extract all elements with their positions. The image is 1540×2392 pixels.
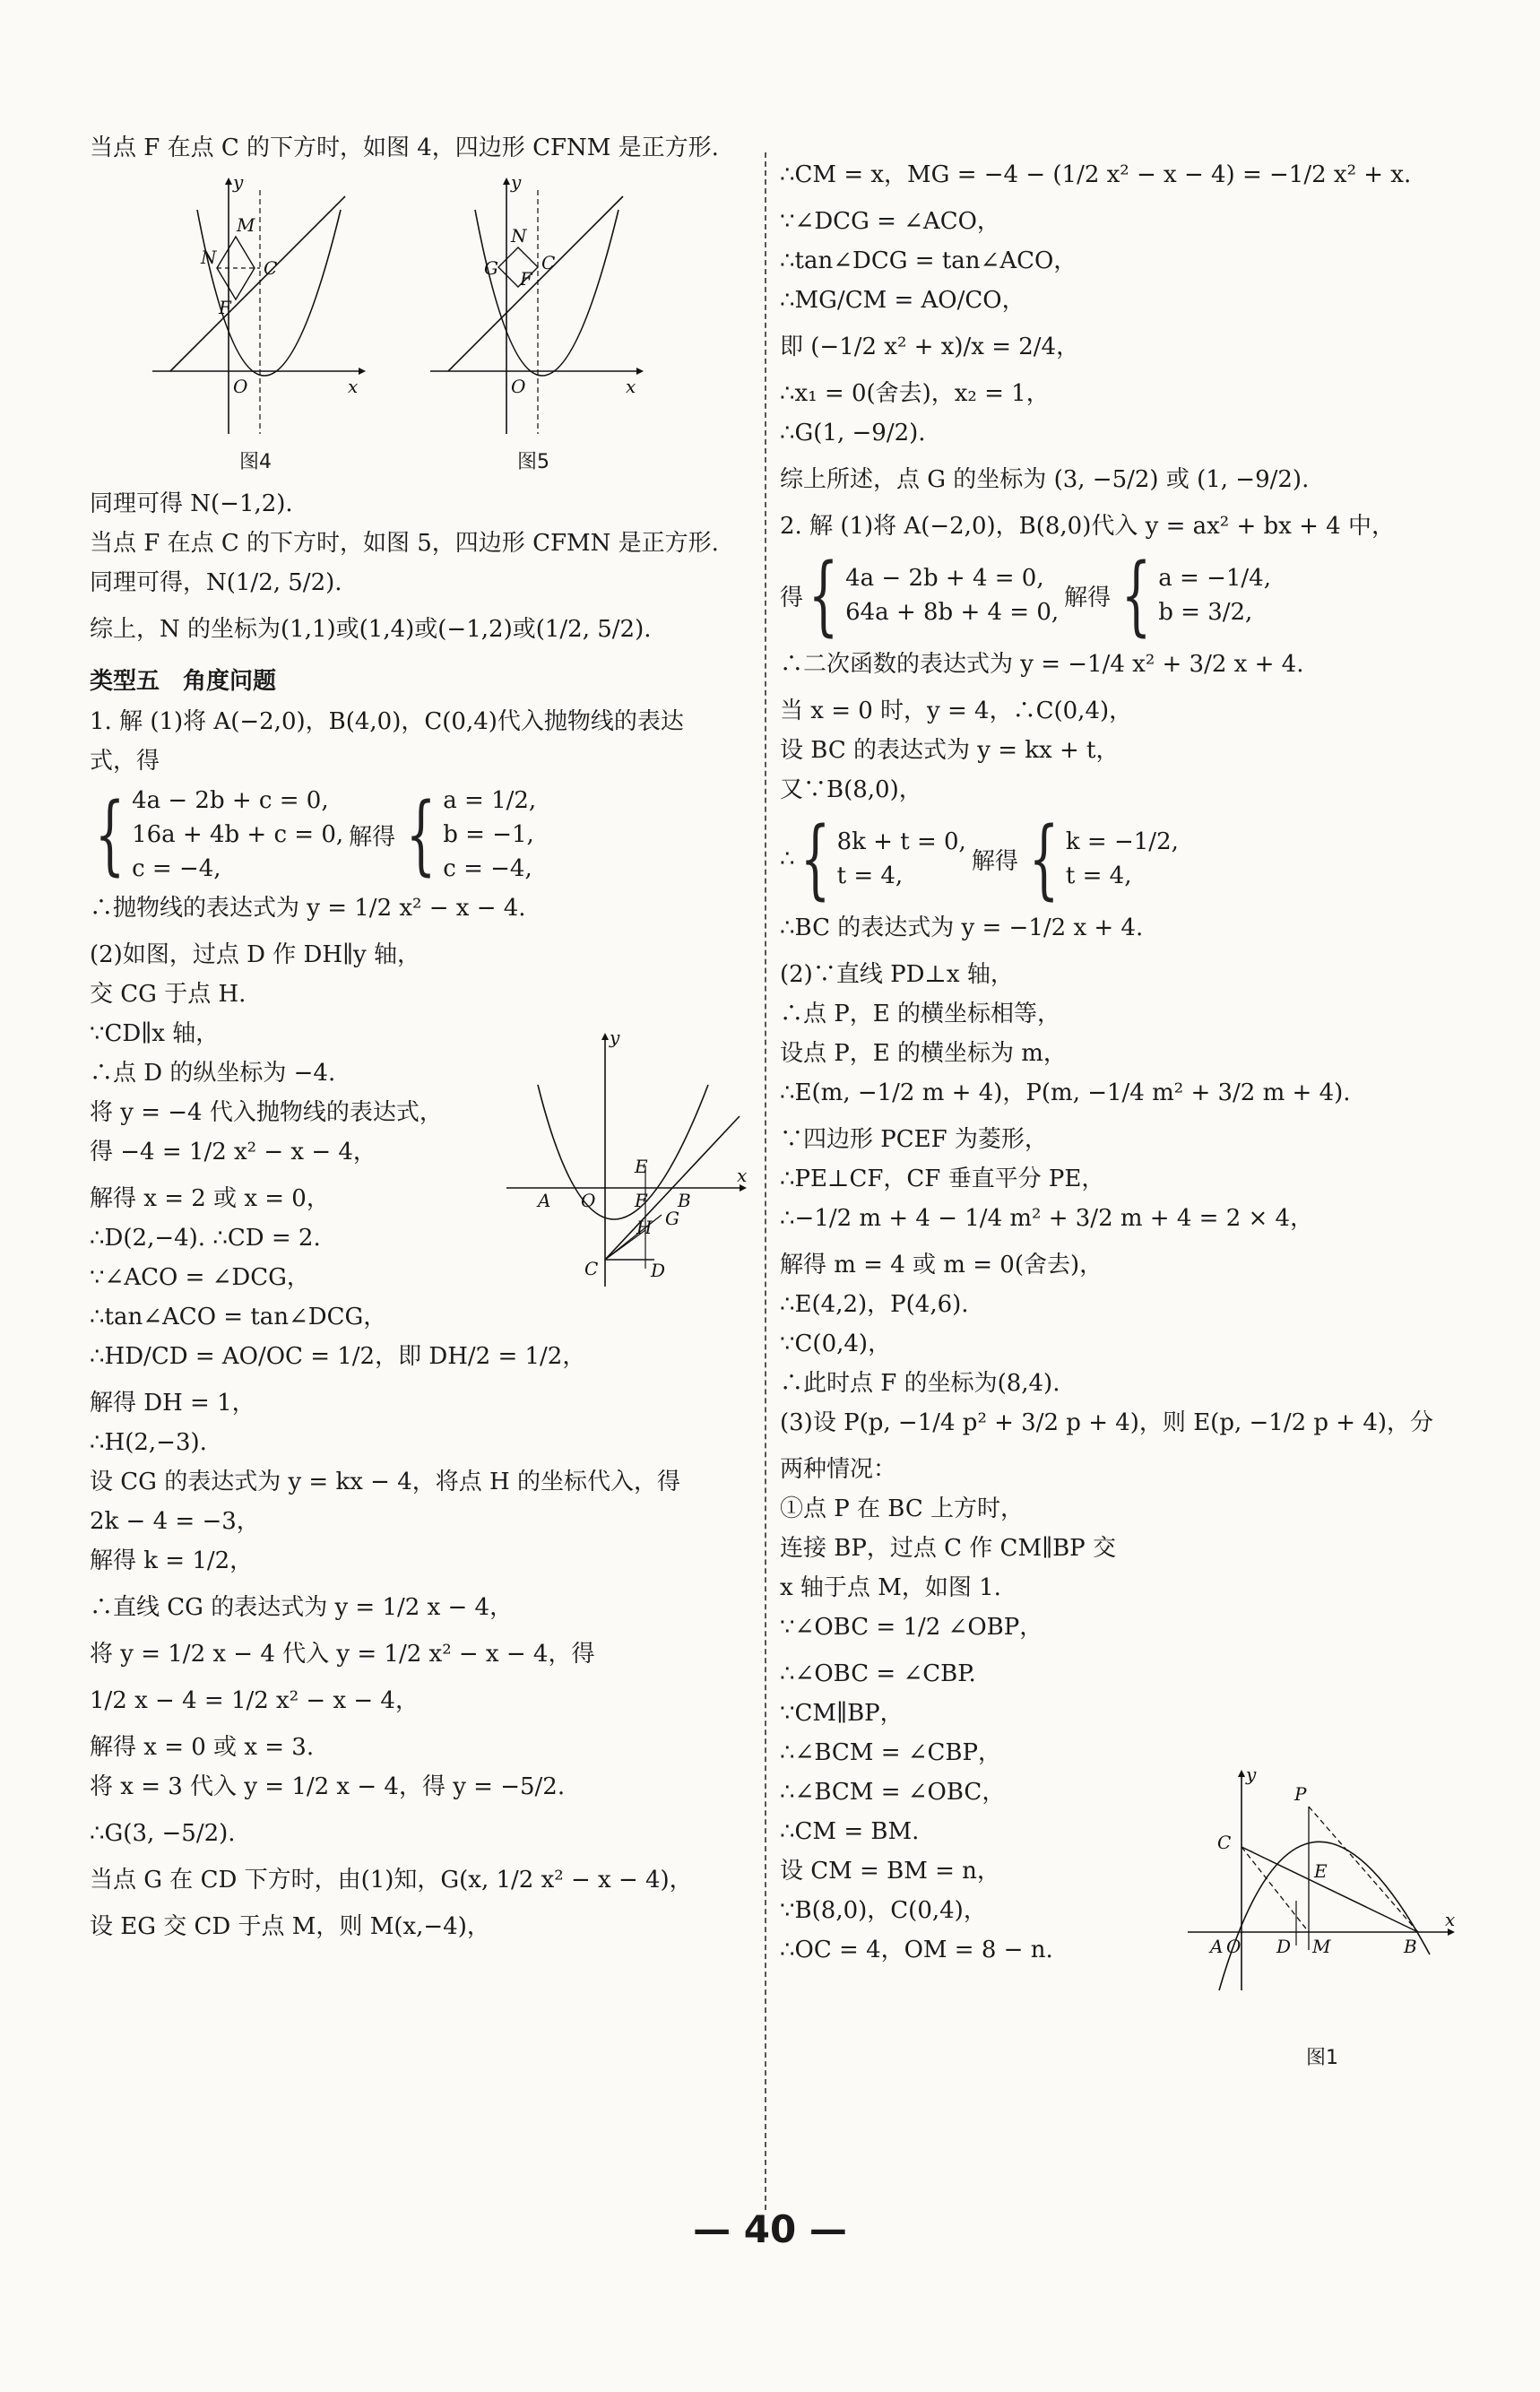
text-line: 式，得 [90,748,160,775]
text-line: ∵∠OBC = 1/2 ∠OBP， [780,1614,1043,1641]
equation: 4a − 2b + 4 = 0, [845,565,1044,592]
figure-caption: 图1 [1306,2047,1338,2069]
text-line: 2k − 4 = −3， [90,1508,260,1535]
axis-label-y: y [610,1031,620,1048]
text-line: ∴点 P，E 的横坐标相等， [780,1001,1061,1027]
text-line: 当点 G 在 CD 下方时，由(1)知，G(x, 1/2 x² − x − 4)， [90,1867,693,1894]
text-line: 设 CM = BM = n， [780,1858,1000,1885]
brace: { [405,784,437,885]
point-label-a: A [1210,1936,1224,1957]
point-label-c: C [584,1258,599,1279]
section-heading: 类型五 角度问题 [90,668,277,695]
text-line: ∴G(3, −5/2). [90,1820,236,1847]
solution: t = 4, [1065,862,1132,889]
point-label-c: C [1217,1832,1232,1853]
text-line: ∴CM = x，MG = −4 − (1/2 x² − x − 4) = −1/2 x² + x. [780,161,1412,188]
point-label-o: O [581,1190,596,1211]
axis-label-x: x [626,376,636,397]
equation: 8k + t = 0, [836,828,966,855]
equation-system [780,809,1461,909]
text-line: 将 y = 1/2 x − 4 代入 y = 1/2 x² − x − 4，得 [90,1641,595,1668]
point-label-f: F [635,1190,647,1211]
axis-label-x: x [348,376,359,397]
point-label-c: C [264,257,278,279]
point-label-o: O [233,376,248,397]
text-line: ∵∠ACO = ∠DCG， [90,1264,310,1291]
point-label-b: B [1404,1936,1417,1957]
text-line: 解得 DH = 1， [90,1390,255,1417]
solution: c = −4, [443,855,532,882]
point-label-g: G [665,1208,679,1229]
solution: a = 1/2, [443,787,537,814]
text-line: ∴D(2,−4). ∴CD = 2. [90,1225,321,1252]
point-label-f: F [219,297,231,318]
brace: { [94,784,125,885]
text-line: 解得 x = 2 或 x = 0， [90,1185,330,1212]
equation: 4a − 2b + c = 0, [132,787,329,814]
axis-label-x: x [1445,1909,1456,1930]
text-line: ∴tan∠DCG = tan∠ACO， [780,247,1077,274]
text-line: 解得 x = 0 或 x = 3. [90,1734,315,1761]
text-line: ∴−1/2 m + 4 − 1/4 m² + 3/2 m + 4 = 2 × 4， [780,1205,1314,1232]
figure-caption: 图4 [239,451,272,473]
column-divider [765,152,766,2210]
text-line: ∴PE⊥CF，CF 垂直平分 PE， [780,1166,1105,1192]
figure-5-graph [421,174,645,443]
text-line: 综上所述，点 G 的坐标为 (3, −5/2) 或 (1, −9/2). [780,466,1310,493]
figure-row [143,174,757,474]
axis-label-x: x [737,1165,748,1186]
point-label-n: N [201,247,217,268]
text-line: ∴E(m, −1/2 m + 4)，P(m, −1/4 m² + 3/2 m + 4). [780,1079,1351,1106]
text-line: 又∵B(8,0)， [780,776,922,803]
point-label-d: D [1276,1936,1292,1957]
brace: { [800,809,830,909]
solution: a = −1/4, [1158,565,1271,592]
system-lines [132,787,343,882]
text-line: 将 y = −4 代入抛物线的表达式， [90,1099,443,1126]
text-line: 综上，N 的坐标为(1,1)或(1,4)或(−1,2)或(1/2, 5/2). [90,616,652,643]
text-line: ∴BC 的表达式为 y = −1/2 x + 4. [780,914,1144,941]
text-line: 两种情况： [780,1456,897,1483]
axis-label-y: y [233,174,244,193]
point-label-n: N [511,225,527,247]
text-line: 设 BC 的表达式为 y = kx + t， [780,737,1120,764]
solve-label: 解得 [349,823,396,851]
axis-label-y: y [1246,1766,1257,1785]
equation: 16a + 4b + c = 0, [132,821,344,848]
point-label-e: E [1314,1860,1328,1882]
point-label-g: G [484,257,498,279]
axis-label-y: y [511,174,522,193]
text-line: ∴二次函数的表达式为 y = −1/4 x² + 3/2 x + 4. [780,651,1304,678]
system-lines [845,565,1059,626]
solution-lines [1158,565,1271,626]
equation: c = −4, [132,855,221,882]
equation-system [90,784,757,885]
text-line: 设点 P，E 的横坐标为 m， [780,1040,1067,1067]
text-line: 2. 解 (1)将 A(−2,0)，B(8,0)代入 y = ax² + bx + 4 中， [780,513,1395,540]
text-line: ∴∠BCM = ∠CBP， [780,1739,1002,1766]
brace: { [1028,809,1060,909]
text-line: ∴H(2,−3). [90,1429,207,1456]
right-column [780,161,1461,1976]
text-line: 将 x = 3 代入 y = 1/2 x − 4，得 y = −5/2. [90,1773,566,1800]
figure-4-graph [143,174,368,443]
point-label-e: E [635,1156,648,1177]
brace: { [1120,545,1152,646]
text-line: ∴∠OBC = ∠CBP. [780,1660,976,1687]
text-line: 同理可得，N(1/2, 5/2). [90,569,342,596]
solve-label: 解得 [971,847,1018,875]
figure-caption: 图5 [517,451,549,473]
figure-1 [1183,1766,1461,2070]
text-line: 当点 F 在点 C 的下方时，如图 4，四边形 CFNM 是正方形. [90,134,719,161]
text-line: 即 (−1/2 x² + x)/x = 2/4， [780,334,1080,360]
solve-label: 解得 [1064,584,1112,611]
solve-prefix: 得 [780,584,804,611]
point-label-m: M [237,214,255,236]
text-line: x 轴于点 M，如图 1. [780,1574,1001,1601]
text-line: ∴G(1, −9/2). [780,420,926,446]
figure-1-graph [1183,1766,1461,2035]
text-line: 设 CG 的表达式为 y = kx − 4，将点 H 的坐标代入，得 [90,1469,680,1495]
page-number: — 40 — [693,2207,847,2251]
text-line: (2)如图，过点 D 作 DH∥y 轴， [90,941,420,968]
solution: b = −1, [443,821,534,848]
text-line: ∴E(4,2)，P(4,6). [780,1291,969,1318]
figure-4 [143,174,368,474]
equation-system [780,545,1461,646]
solve-prefix: ∴ [780,845,795,872]
text-line: ∴MG/CM = AO/CO， [780,287,1025,314]
point-label-h: H [636,1217,653,1238]
text-line: ∴点 D 的纵坐标为 −4. [90,1060,336,1087]
text-line: ∴x₁ = 0(舍去)，x₂ = 1， [780,380,1050,407]
text-line: 解得 m = 4 或 m = 0(舍去)， [780,1252,1103,1278]
equation: t = 4, [836,862,904,889]
text-line: ∴CM = BM. [780,1818,920,1845]
text-line: ∵CD∥x 轴， [90,1020,220,1047]
text-line: (3)设 P(p, −1/4 p² + 3/2 p + 4)，则 E(p, −1/2 p + 4)，分 [780,1409,1434,1436]
text-line: 解得 k = 1/2， [90,1547,254,1574]
text-line: ∴抛物线的表达式为 y = 1/2 x² − x − 4. [90,895,526,922]
text-line: 连接 BP，过点 C 作 CM∥BP 交 [780,1535,1116,1562]
text-line: ∴HD/CD = AO/OC = 1/2，即 DH/2 = 1/2， [90,1343,586,1370]
text-line: ∴直线 CG 的表达式为 y = 1/2 x − 4， [90,1594,514,1621]
system-lines [837,828,966,889]
point-label-a: A [538,1190,551,1211]
equation: 64a + 8b + 4 = 0, [845,599,1060,626]
text-line: 当点 F 在点 C 的下方时，如图 5，四边形 CFMN 是正方形. [90,530,719,557]
point-label-d: D [651,1260,666,1281]
point-label-o: O [1226,1936,1242,1957]
question1-figure [502,1031,753,1291]
text-line: 同理可得 N(−1,2). [90,490,293,517]
text-line: 得 −4 = 1/2 x² − x − 4， [90,1139,376,1166]
solution-lines [443,787,536,882]
point-label-b: B [678,1190,691,1211]
text-line: ∵∠DCG = ∠ACO， [780,208,1000,235]
text-line: ∵CM∥BP， [780,1700,904,1727]
text-line: 1. 解 (1)将 A(−2,0)，B(4,0)，C(0,4)代入抛物线的表达 [90,708,684,735]
point-label-m: M [1312,1936,1331,1957]
point-label-f: F [520,268,532,290]
text-line: ①点 P 在 BC 上方时， [780,1495,1025,1522]
solution-lines [1066,828,1179,889]
text-line: 交 CG 于点 H. [90,981,247,1008]
text-line: ∵B(8,0)，C(0,4)， [780,1897,987,1924]
text-line: ∴此时点 F 的坐标为(8,4). [780,1370,1060,1397]
point-label-p: P [1294,1783,1307,1805]
text-line: 设 EG 交 CD 于点 M，则 M(x,−4)， [90,1913,490,1940]
text-line: ∴OC = 4，OM = 8 − n. [780,1937,1053,1963]
figure-5 [421,174,645,474]
point-label-o: O [511,376,526,397]
text-line: 1/2 x − 4 = 1/2 x² − x − 4， [90,1687,419,1714]
text-line: ∵C(0,4)， [780,1330,892,1357]
brace: { [808,545,839,646]
text-line: (2)∵直线 PD⊥x 轴， [780,961,1014,988]
text-line: ∴tan∠ACO = tan∠DCG， [90,1304,387,1330]
text-line: ∵四边形 PCEF 为菱形， [780,1126,1048,1153]
point-label-c: C [541,252,556,273]
text-line: 当 x = 0 时，y = 4，∴C(0,4)， [780,698,1133,724]
solution: k = −1/2, [1065,828,1179,855]
text-line: ∴∠BCM = ∠OBC， [780,1779,1006,1806]
solution: b = 3/2, [1158,599,1253,626]
